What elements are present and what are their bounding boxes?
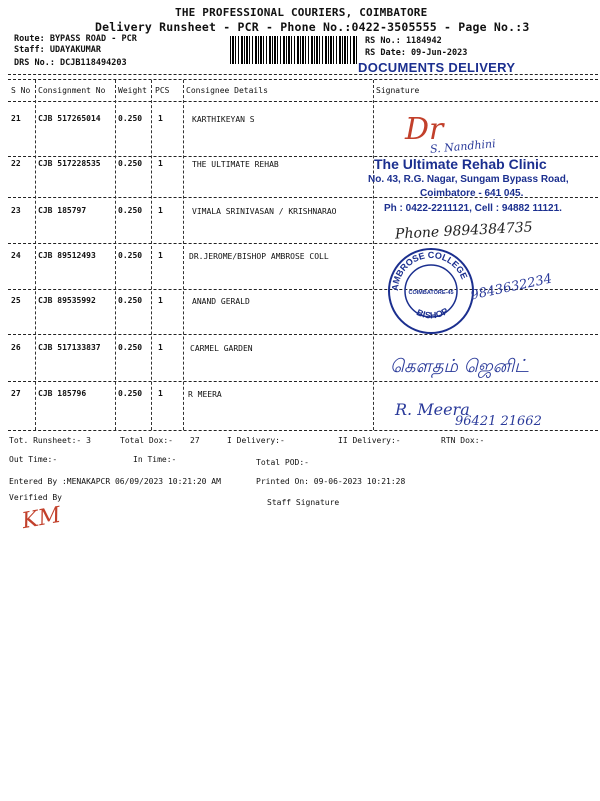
col-header-weight: Weight — [118, 86, 147, 95]
row-pcs: 1 — [158, 343, 163, 352]
row-pcs: 1 — [158, 251, 163, 260]
signature-row22: S. Nandhini — [429, 137, 497, 156]
out-time: Out Time:- — [9, 455, 58, 464]
column-separator — [373, 80, 374, 430]
row-weight: 0.250 — [118, 159, 143, 168]
college-seal-top-text: AMBROSE COLLEGE — [389, 249, 470, 292]
clinic-stamp-address1: No. 43, R.G. Nagar, Sungam Bypass Road, — [368, 174, 569, 185]
divider — [8, 334, 598, 335]
college-seal-icon — [386, 246, 476, 336]
verified-signature: KM — [20, 502, 63, 535]
column-separator — [183, 80, 184, 430]
company-title: THE PROFESSIONAL COURIERS, COIMBATORE — [175, 6, 428, 19]
printed-on: Printed On: 09-06-2023 10:21:28 — [256, 477, 406, 486]
in-time: In Time:- — [133, 455, 177, 464]
row-consignee: DR.JEROME/BISHOP AMBROSE COLL — [189, 252, 329, 261]
row-pcs: 1 — [158, 114, 163, 123]
row-sno: 27 — [11, 389, 21, 398]
column-separator — [115, 80, 116, 430]
row-weight: 0.250 — [118, 343, 143, 352]
i-delivery: I Delivery:- — [227, 436, 285, 445]
verified-by: Verified By — [9, 493, 62, 502]
total-pod: Total POD:- — [256, 458, 309, 467]
row-consignment: CJB 89535992 — [38, 296, 96, 305]
row-pcs: 1 — [158, 296, 163, 305]
divider — [8, 430, 598, 431]
row-pcs: 1 — [158, 389, 163, 398]
divider — [8, 79, 598, 80]
rs-date: RS Date: 09-Jun-2023 — [365, 48, 468, 58]
signature-row27-name: R. Meera — [395, 400, 470, 419]
staff-signature: Staff Signature — [267, 498, 340, 507]
drs-number: DRS No.: DCJB118494203 — [14, 58, 127, 68]
column-separator — [35, 80, 36, 430]
college-seal-center-text: COIMBATORE-45 — [408, 290, 454, 296]
row-sno: 26 — [11, 343, 21, 352]
column-separator — [151, 80, 152, 430]
row-pcs: 1 — [158, 159, 163, 168]
row-consignee: ANAND GERALD — [192, 297, 250, 306]
staff-label: Staff: UDAYAKUMAR — [14, 45, 101, 55]
documents-delivery-stamp: DOCUMENTS DELIVERY — [358, 60, 516, 75]
row-sno: 21 — [11, 114, 21, 123]
row-consignment: CJB 517228535 — [38, 159, 101, 168]
divider — [8, 101, 598, 102]
row-consignment: CJB 517265014 — [38, 114, 101, 123]
clinic-stamp-address2: Coimbatore - 641 045. — [420, 188, 524, 199]
col-header-consignment: Consignment No — [38, 86, 106, 95]
row-consignee: VIMALA SRINIVASAN / KRISHNARAO — [192, 207, 337, 216]
row-consignment: CJB 89512493 — [38, 251, 96, 260]
barcode — [230, 36, 358, 64]
divider — [8, 381, 598, 382]
row-consignee: KARTHIKEYAN S — [192, 115, 255, 124]
row-pcs: 1 — [158, 206, 163, 215]
runsheet-title: Delivery Runsheet - PCR - Phone No.:0422-3505555 - Page No.:3 — [95, 20, 530, 34]
divider — [8, 243, 598, 244]
route-label: Route: BYPASS ROAD - PCR — [14, 34, 137, 44]
row-consignee: CARMEL GARDEN — [190, 344, 253, 353]
row-sno: 25 — [11, 296, 21, 305]
clinic-stamp-phone: Ph : 0422-2211121, Cell : 94882 11121. — [384, 203, 562, 214]
college-seal-bottom-text: BISHOP — [415, 305, 450, 321]
total-dox-value: 27 — [190, 436, 200, 445]
rtn-dox: RTN Dox:- — [441, 436, 485, 445]
row-sno: 22 — [11, 159, 21, 168]
row-consignment: CJB 185796 — [38, 389, 87, 398]
row-sno: 24 — [11, 251, 21, 260]
col-header-sno: S No — [11, 86, 31, 95]
signature-row24: 9843632234 — [469, 271, 554, 304]
row-weight: 0.250 — [118, 206, 143, 215]
divider — [8, 74, 598, 75]
row-consignee: THE ULTIMATE REHAB — [192, 160, 279, 169]
col-header-consignee: Consignee Details — [186, 86, 268, 95]
row-sno: 23 — [11, 206, 21, 215]
rs-number: RS No.: 1184942 — [365, 36, 442, 46]
entered-by: Entered By :MENAKAPCR 06/09/2023 10:21:20 AM — [9, 477, 221, 486]
signature-row21: Dr — [405, 112, 444, 147]
signature-row27-phone: 96421 21662 — [455, 414, 542, 429]
total-runsheet: Tot. Runsheet:- 3 — [9, 436, 91, 445]
clinic-stamp-name: The Ultimate Rehab Clinic — [374, 156, 547, 172]
row-consignee: R MEERA — [188, 390, 222, 399]
row-weight: 0.250 — [118, 296, 143, 305]
row-consignment: CJB 517133837 — [38, 343, 101, 352]
signature-row26: கௌதம் ஜெனிட் — [390, 356, 529, 377]
row-weight: 0.250 — [118, 389, 143, 398]
signature-row23: Phone 9894384735 — [394, 219, 534, 243]
row-weight: 0.250 — [118, 251, 143, 260]
ii-delivery: II Delivery:- — [338, 436, 401, 445]
col-header-pcs: PCS — [155, 86, 170, 95]
row-consignment: CJB 185797 — [38, 206, 87, 215]
col-header-signature: Signature — [376, 86, 420, 95]
row-weight: 0.250 — [118, 114, 143, 123]
total-dox-label: Total Dox:- — [120, 436, 173, 445]
